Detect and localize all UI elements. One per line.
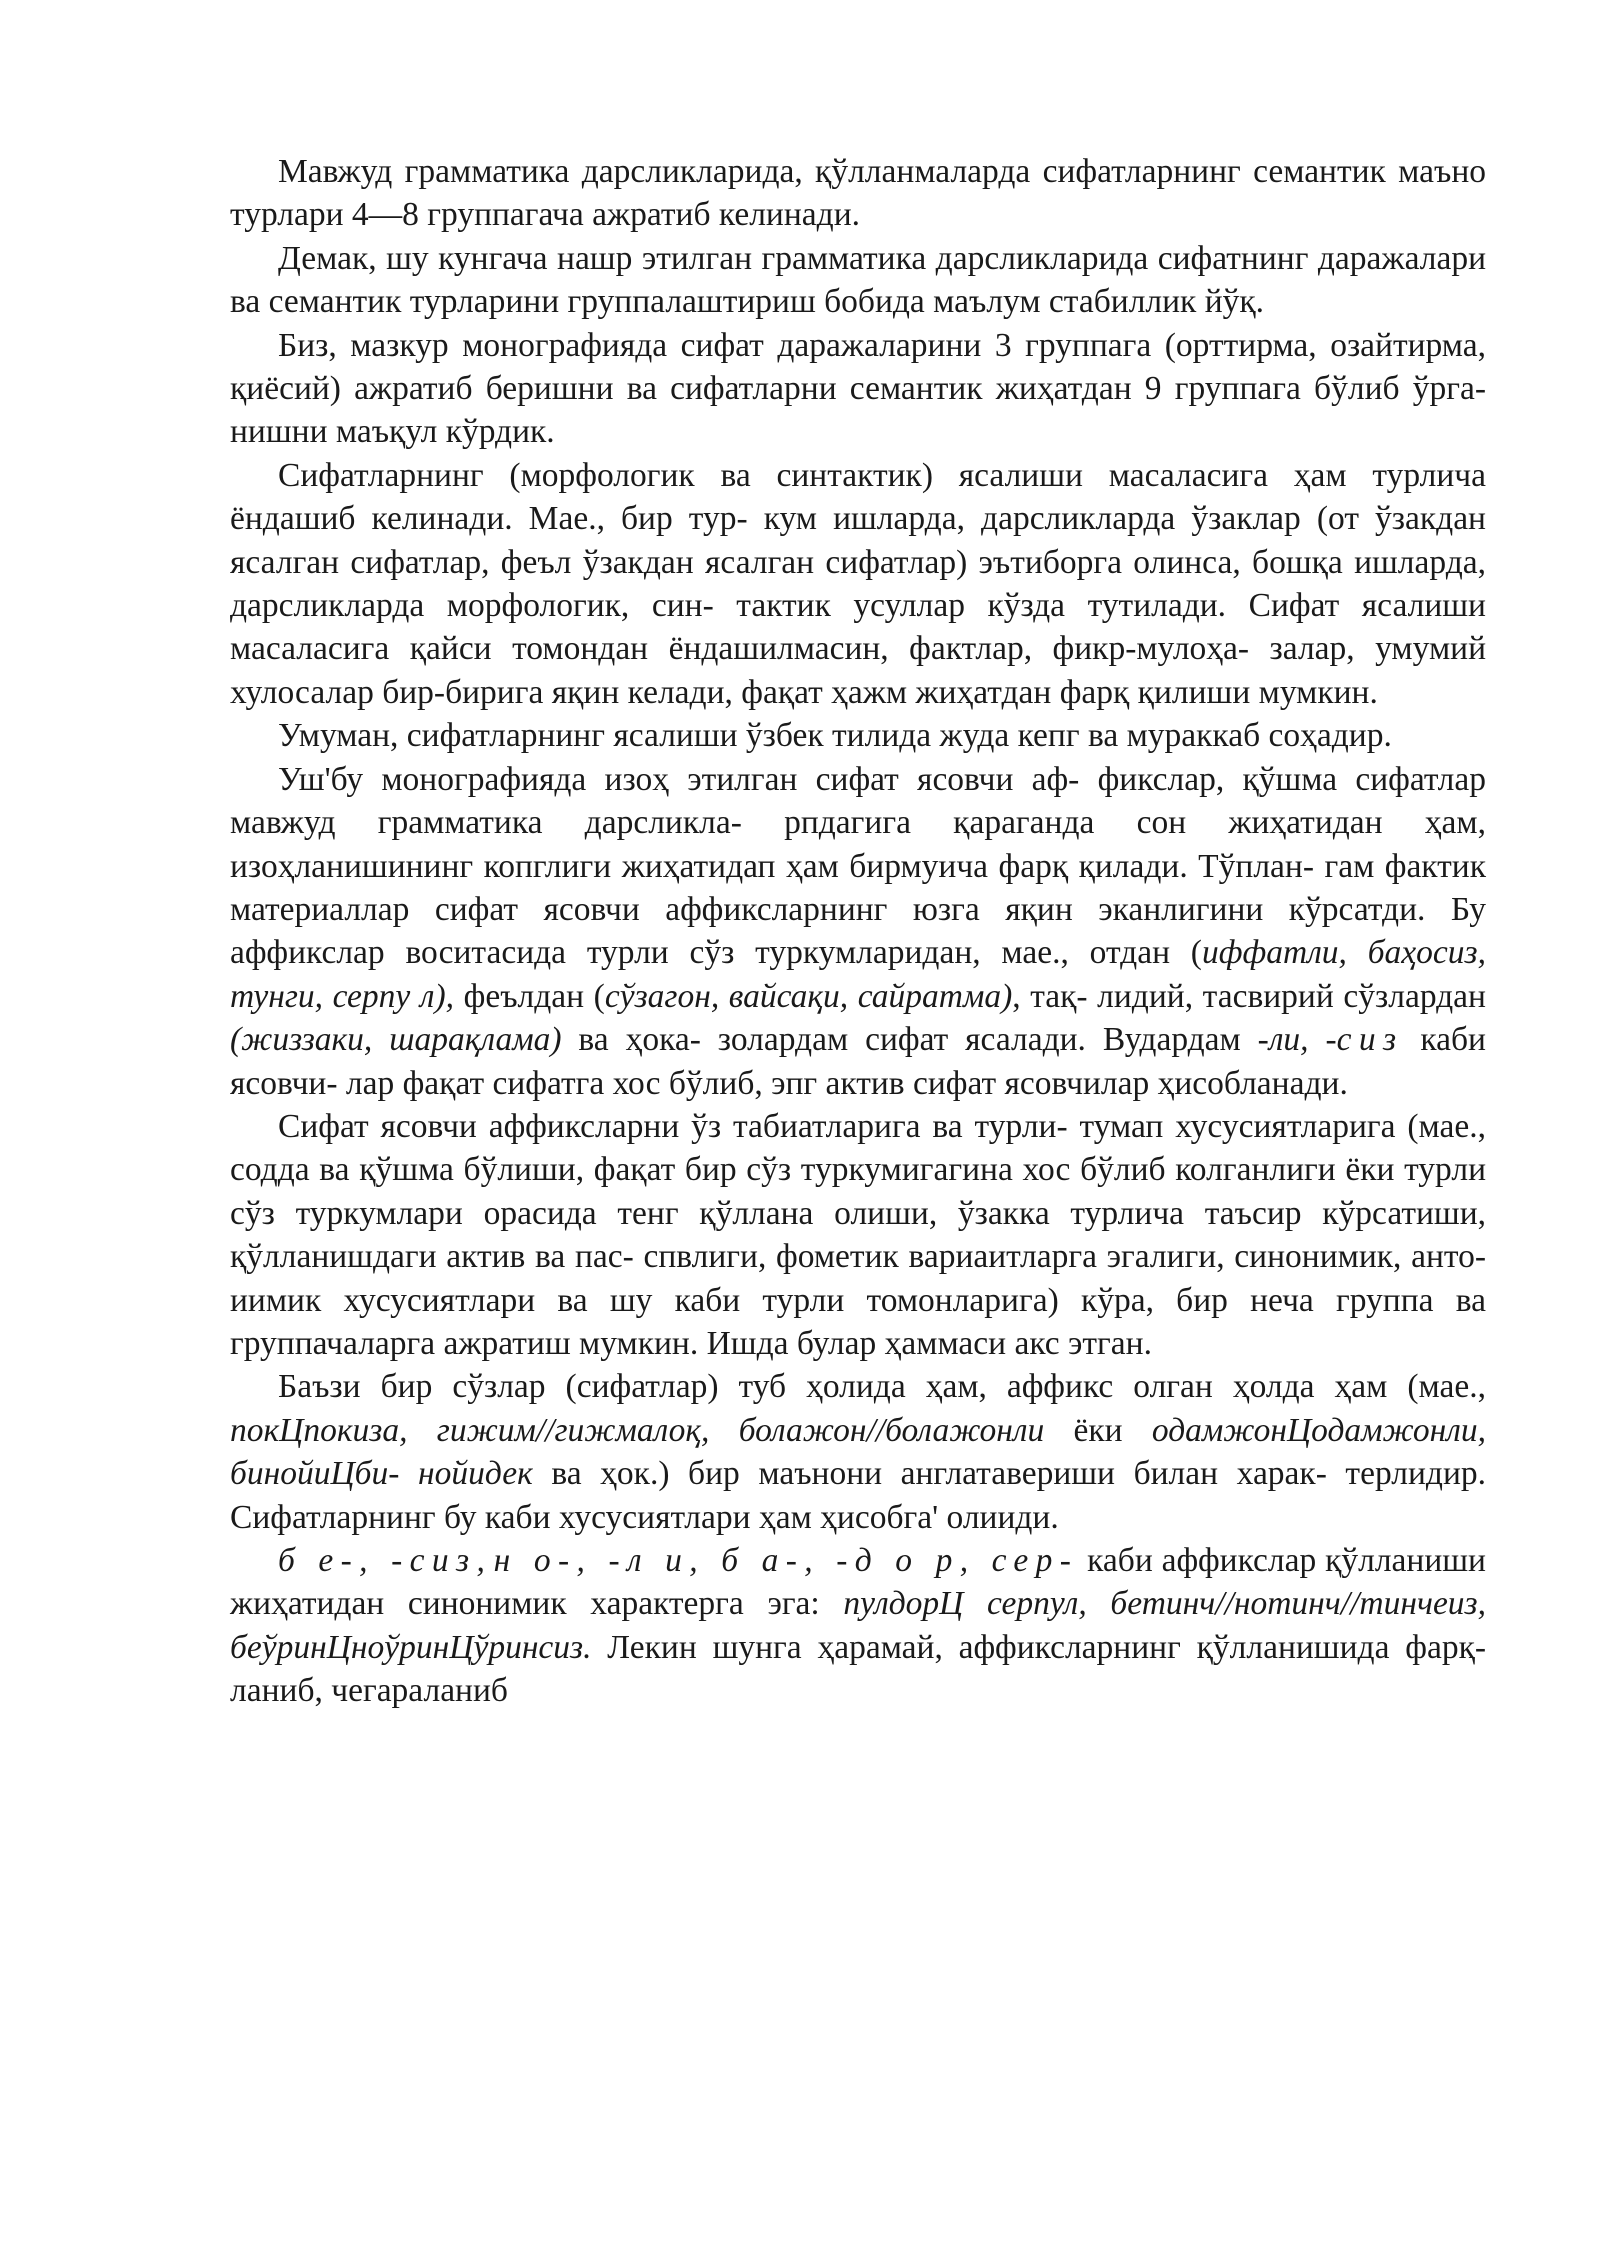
text-run: Умуман, сифатларнинг ясалиши ўзбек тилида жуда кепг ва мураккаб соҳадир.: [278, 717, 1392, 755]
italic-text: иффатли, баҳосиз, тунги, серпу л),: [230, 934, 1486, 1015]
text-run: Биз, мазкур монографияда сифат даражаларини 3 группага (орттирма, озайтирма, қиёсий) ажратиб беришни ва сифатларни семантик жиҳатдан 9 группага бўлиб ўрга- нишни маъқул кўрдик.: [230, 326, 1486, 451]
text-run: феълдан (: [454, 977, 605, 1015]
text-run: Демак, шу кунгача нашр этилган грамматика дарсликларида сифатнинг даражалари ва семантик турларини группалаштириш бобида маълум стабиллик йўқ.: [230, 239, 1486, 321]
paragraph: [230, 150, 1486, 237]
text-run: Мавжуд грамматика дарсликларида, қўлланмаларда сифатларнинг семантик маъно турлари 4—8 группагача ажратиб келинади.: [230, 153, 1486, 234]
paragraph: [230, 1105, 1486, 1365]
italic-text: н о-, -л и, б а-, -д о р, сер-: [493, 1542, 1079, 1579]
italic-text: ,: [476, 1542, 494, 1579]
italic-text: сиз: [409, 1542, 477, 1579]
paragraph: [230, 237, 1486, 324]
paragraph: [230, 454, 1486, 714]
paragraph: [230, 324, 1486, 454]
text-run: каби аффикслар қўлланиши жиҳатидан синонимик характерга эга:: [230, 1542, 1486, 1623]
text-run: ёки: [1044, 1411, 1152, 1449]
italic-text: одамжонЦодамжонли, бинойиЦби- нойидек: [230, 1411, 1486, 1493]
italic-text: -ли, -: [1257, 1021, 1337, 1059]
text-run: Баъзи бир сўзлар (сифатлар) туб ҳолида ҳам, аффикс олган ҳолда ҳам (мае.,: [278, 1368, 1486, 1406]
text-run: , тақ- лидий, тасвирий сўзлардан: [1012, 977, 1486, 1015]
italic-text: (жиззаки, шарақлама): [230, 1021, 562, 1059]
italic-text: покЦпокиза, гижим//гижмалоқ, болажон//болажонли: [230, 1411, 1045, 1449]
text-run: каби ясовчи- лар фақат сифатга хос бўлиб, эпг актив сифат ясовчилар ҳисобланади.: [230, 1021, 1486, 1102]
body-text: [230, 150, 1486, 1713]
paragraph: [230, 1365, 1486, 1539]
paragraph: [230, 758, 1486, 1105]
paragraph: [230, 1539, 1486, 1713]
text-run: Сифатларнинг (морфологик ва синтактик) ясалиши масаласига ҳам турлича ёндашиб келинади. Мае., бир тур- кум ишларда, дарсликларда ўзаклар (от ўзакдан ясалган сифатлар, феъл ўзакдан ясалган сифатлар) эътиборга олинса, бошқа ишларда, дарсликларда морфологик, син- тактик усуллар кўзда тутилади. Сифат ясалиши масаласига қайси томондан ёндашилмасин, фактлар, фикр-мулоҳа- залар, умумий хулосалар бир-бирига яқин келади, фақат ҳажм жиҳатдан фарқ қилиши мумкин.: [230, 456, 1486, 711]
text-run: Лекин шунга ҳарамай, аффиксларнинг қўлланишида фарқ- ланиб, чегараланиб: [230, 1628, 1486, 1710]
text-run: ва ҳока- золардам сифат ясалади. Вудардам: [561, 1021, 1258, 1059]
text-run: Уш'бу монографияда изоҳ этилган сифат ясовчи аф- фикслар, қўшма сифатлар мавжуд грамматика дарсликла- рпдагига қараганда сон жиҳатидан ҳам, изоҳланишининг копглиги жиҳатидап ҳам бирмуича фарқ қилади. Тўплан- гам фактик материаллар сифат ясовчи аффиксларнинг юзга яқин эканлигини кўрсатди. Бу аффикслар воситасида турли сўз туркумларидан, мае., отдан (: [230, 760, 1486, 972]
text-run: ва ҳок.) бир маънони англатавериши билан харак- терлидир. Сифатларнинг бу каби хусусиятлари ҳам ҳисобга' олииди.: [230, 1455, 1486, 1536]
italic-text: сўзагон, вайсақи, сайратма): [604, 977, 1013, 1015]
italic-text: б е-, -: [278, 1542, 410, 1579]
italic-text: пулдорЦ серпул, бетинч//нотинч//тинчеиз, беўринЦноўринЦўринсиз.: [230, 1585, 1487, 1666]
text-run: Сифат ясовчи аффиксларни ўз табиатларига ва турли- тумап хусусиятларига (мае., содда ва қўшма бўлиши, фақат бир сўз туркумигагина хос бўлиб колганлиги ёки турли сўз туркумлари орасида тенг қўллана олиши, ўзакка турлича таъсир кўрсатиши, қўлланишдаги актив ва пас- спвлиги, фометик вариаитларга эгалиги, синонимик, анто- иимик хусусиятлари ва шу каби турли томонларига) кўра, бир неча группа ва группачаларга ажратиш мумкин. Ишда булар ҳаммаси акс этган.: [230, 1107, 1486, 1362]
italic-text: сиз: [1336, 1021, 1404, 1059]
document-page: [230, 150, 1486, 1713]
paragraph: [230, 714, 1486, 757]
